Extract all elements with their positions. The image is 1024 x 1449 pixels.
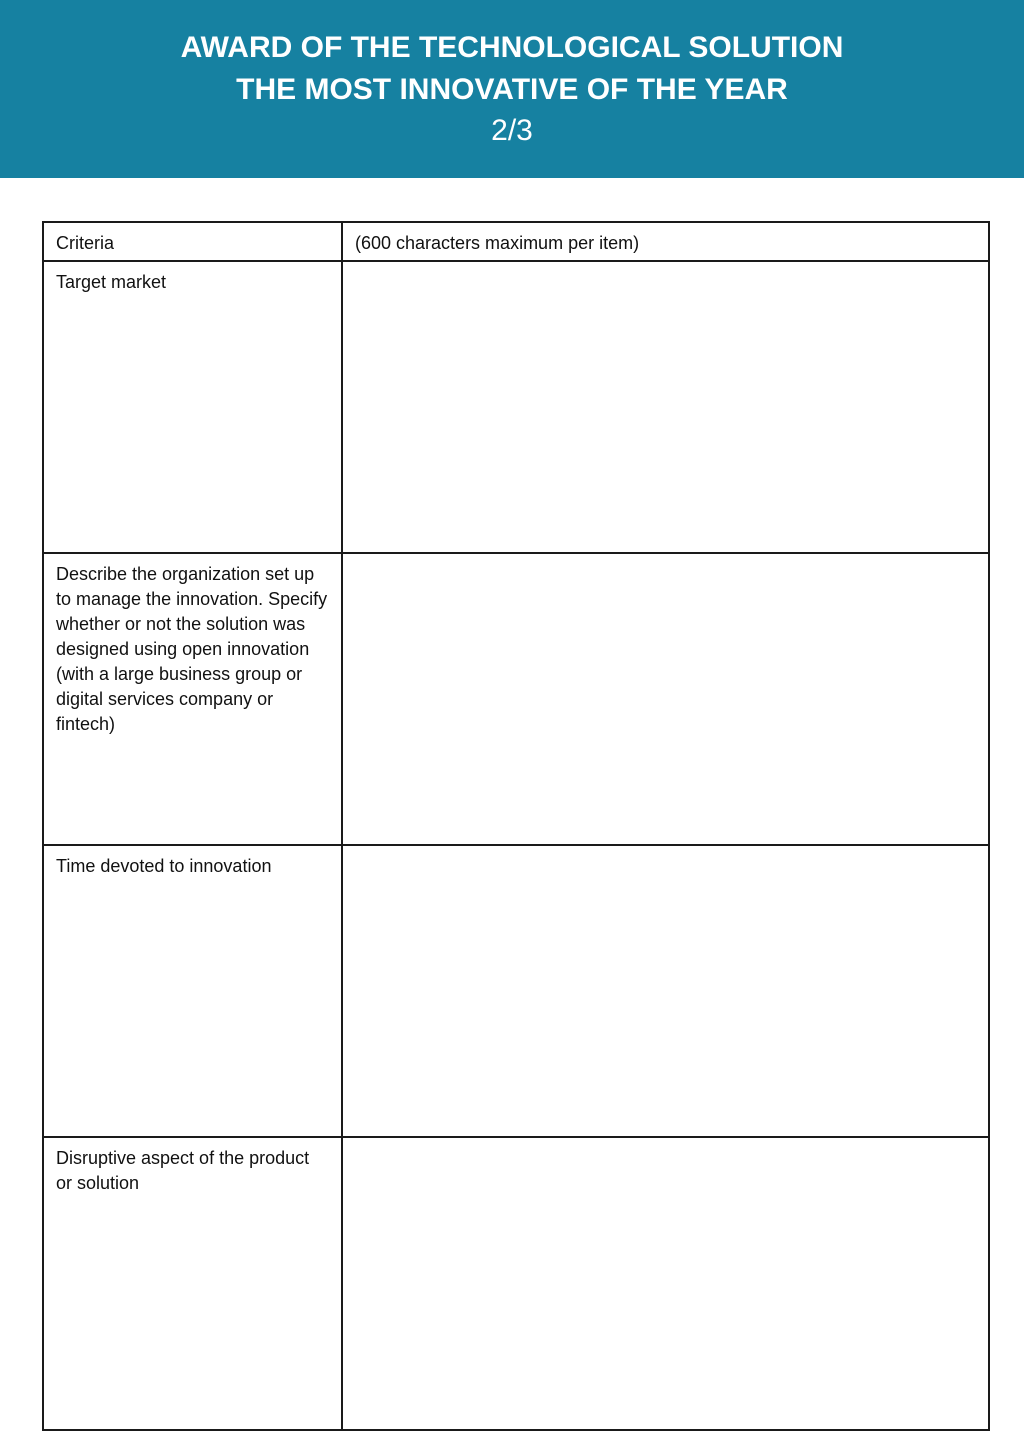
criteria-table — [42, 221, 990, 1431]
table-row — [43, 553, 989, 845]
criterion-disruptive-aspect: Disruptive aspect of the product or solution — [43, 1137, 342, 1430]
answer-time-devoted[interactable] — [342, 845, 989, 1137]
table-row — [43, 1137, 989, 1430]
criteria-header: Criteria — [43, 222, 342, 261]
table-row — [43, 845, 989, 1137]
title-line-2: THE MOST INNOVATIVE OF THE YEAR — [236, 73, 788, 106]
criterion-time-devoted: Time devoted to innovation — [43, 845, 342, 1137]
limit-note-header: (600 characters maximum per item) — [342, 222, 989, 261]
answer-target-market[interactable] — [342, 261, 989, 553]
answer-organization[interactable] — [342, 553, 989, 845]
answer-disruptive-aspect[interactable] — [342, 1137, 989, 1430]
criterion-organization: Describe the organization set up to manage the innovation. Specify whether or not the solution was designed using open innovation (with a large business group or digital services company or fintech) — [43, 553, 342, 845]
header-banner — [0, 0, 1024, 178]
table-header-row — [43, 222, 989, 261]
table-row — [43, 261, 989, 553]
title-line-1: AWARD OF THE TECHNOLOGICAL SOLUTION — [180, 31, 844, 64]
page-indicator: 2/3 — [491, 114, 533, 147]
criterion-target-market: Target market — [43, 261, 342, 553]
